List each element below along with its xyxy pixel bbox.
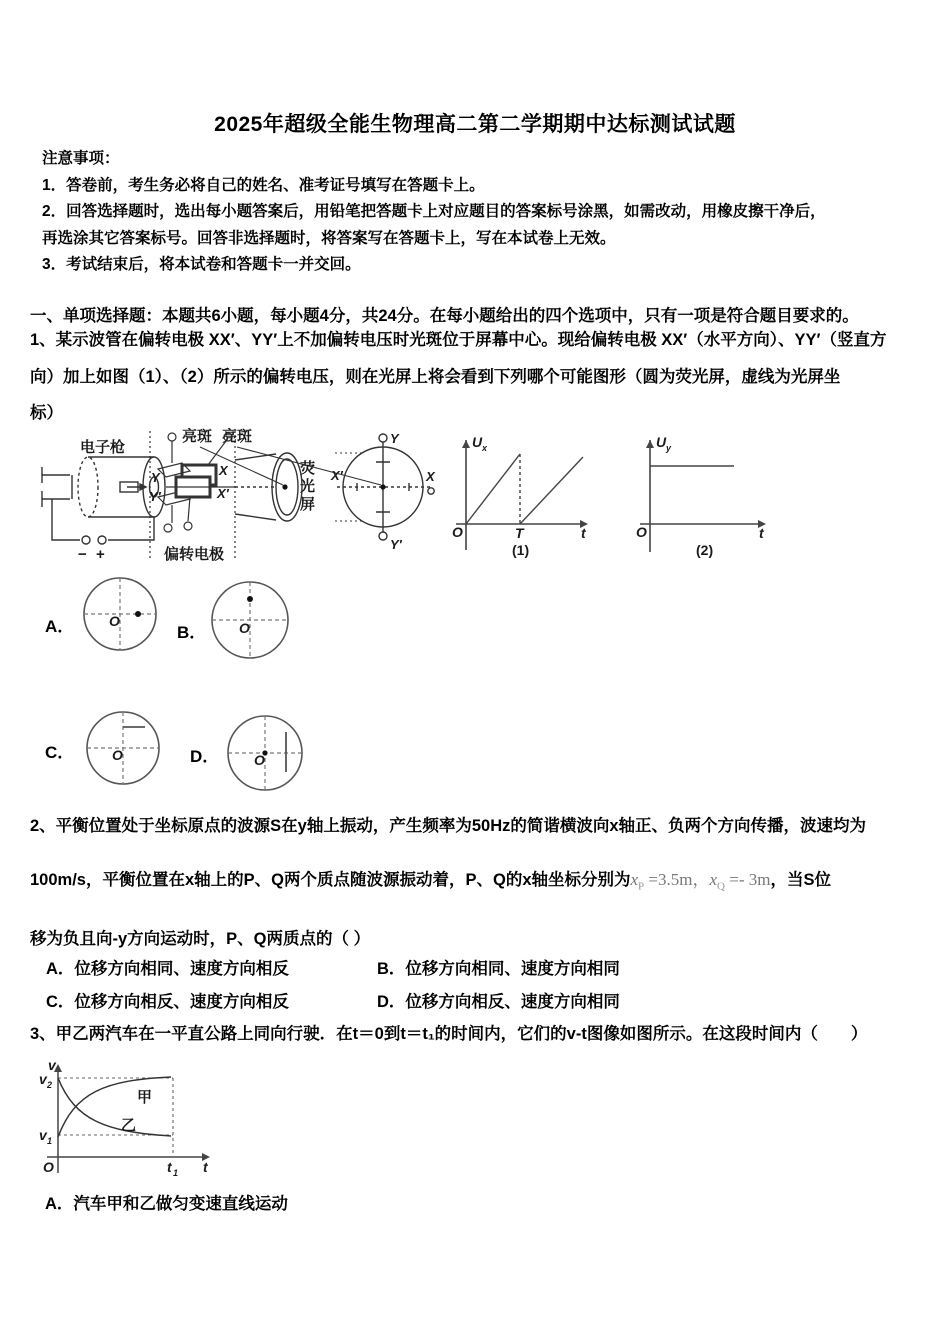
screen-front-view-drawing <box>335 434 434 540</box>
center-label: O <box>112 747 123 763</box>
center-label: O <box>254 752 265 768</box>
q1-option-d-label: D． <box>190 747 220 766</box>
vt-t1-sub: 1 <box>173 1168 179 1178</box>
fluorescent-screen-char-2: 光 <box>300 478 316 495</box>
vt-v2-sub: 2 <box>47 1080 53 1090</box>
center-label: O <box>239 620 250 636</box>
plate-y-prime-label: Y′ <box>149 489 161 504</box>
formula-xp-sub: P <box>638 880 645 893</box>
graph1-origin: O <box>452 524 463 540</box>
vt-v1-label: v <box>39 1127 47 1143</box>
screen-cone-drawing <box>200 447 381 521</box>
vt-v1-sub: 1 <box>47 1136 53 1146</box>
curve-yi-label: 乙 <box>121 1117 137 1134</box>
graph1-caption: (1) <box>512 542 530 558</box>
q3-option-a: A．汽车甲和乙做匀变速直线运动 <box>45 1195 288 1213</box>
q2-option-a: A．位移方向相同、速度方向相反 <box>46 960 289 978</box>
note-line-4: 3．考试结束后，将本试卷和答题卡一并交回。 <box>42 256 361 274</box>
q2-line-3: 移为负且向-y方向运动时，P、Q两质点的（ ） <box>30 930 371 949</box>
q1-option-b-label: B． <box>177 623 207 642</box>
plate-x-prime-label: X′ <box>217 486 229 501</box>
q1-option-a-label: A． <box>45 617 75 636</box>
formula-xp-value: =3.5m， <box>644 870 710 889</box>
q1-option-c-circle <box>85 710 161 786</box>
q2-line-1: 2、平衡位置处于坐标原点的波源S在y轴上振动，产生频率为50Hz的简谐横波向x轴正、负两个方向传播，波速均为 <box>30 817 867 835</box>
q1-line-1: 1、某示波管在偏转电极 XX′、YY′上不加偏转电压时光斑位于屏幕中心。现给偏转电极 XX′（水平方向）、YY′（竖直方 <box>30 331 887 349</box>
vt-v2-label: v <box>39 1071 47 1087</box>
q2-option-c: C．位移方向相反、速度方向相反 <box>46 993 289 1011</box>
spot-dot <box>247 596 253 602</box>
graph1-ylabel: U <box>472 434 483 450</box>
oscilloscope-tube-figure <box>32 425 444 565</box>
vt-graph-figure <box>25 1058 265 1188</box>
q2-option-d: D．位移方向相反、速度方向相同 <box>377 993 620 1011</box>
question-2-text <box>30 800 940 966</box>
q2-line-2 <box>30 853 940 913</box>
front-y-prime-label: Y′ <box>390 537 402 552</box>
vt-t1-label: t <box>167 1159 172 1175</box>
graph2-xlabel: t <box>759 525 764 541</box>
q1-line-3: 标） <box>30 404 63 423</box>
plus-terminal-label: + <box>96 546 105 563</box>
graph2-axes <box>640 440 766 552</box>
graph1-sawtooth-curve <box>466 454 583 524</box>
vt-curves <box>58 1077 171 1137</box>
graph1-period-mark: T <box>515 525 524 541</box>
page-title: 2025年超级全能生物理高二第二学期期中达标测试试题 <box>214 113 736 136</box>
q2-line-2-post: ，当S位 <box>770 871 831 889</box>
electron-gun-label: 电子枪 <box>80 439 126 456</box>
q1-option-d-circle <box>226 714 304 792</box>
vt-origin: O <box>43 1159 54 1175</box>
graph2-caption: (2) <box>696 542 714 558</box>
q2-line-2-pre: 100m/s，平衡位置在x轴上的P、Q两个质点随波源振动着，P、Q的x轴坐标分别为 <box>30 871 631 889</box>
spot-dot <box>135 611 141 617</box>
center-label: O <box>109 613 120 629</box>
fluorescent-screen-char-1: 荧 <box>300 460 316 477</box>
graph2-origin: O <box>636 524 647 540</box>
question-3-text: 3、甲乙两汽车在一平直公路上同向行驶．在t＝0到t＝t₁的时间内，它们的v-t图像如图所示。在这段时间内（ ） <box>30 1025 868 1043</box>
section1-heading: 一、单项选择题：本题共6小题，每小题4分，共24分。在每小题给出的四个选项中，只有一项是符合题目要求的。 <box>30 307 859 325</box>
note-line-2: 2．回答选择题时，选出每小题答案后，用铅笔把答题卡上对应题目的答案标号涂黑，如需改动，用橡皮擦干净后， <box>42 203 826 221</box>
deflection-electrodes-label: 偏转电极 <box>164 546 225 563</box>
formula-xq-var: x <box>709 870 718 889</box>
uy-voltage-graph <box>634 432 774 558</box>
q2-coordinate-formula <box>630 870 771 893</box>
graph2-ylabel: U <box>656 434 667 450</box>
formula-xp-var: x <box>630 870 639 889</box>
bright-spot-label-2: 亮斑 <box>222 428 253 445</box>
minus-terminal-label: − <box>78 546 87 563</box>
plate-y-label: Y <box>151 470 160 485</box>
q1-option-b-circle <box>210 580 290 660</box>
q2-option-b: B．位移方向相同、速度方向相同 <box>377 960 620 978</box>
bright-spot-label-1: 亮斑 <box>182 428 213 445</box>
front-y-label: Y <box>390 431 399 446</box>
vt-xlabel: t <box>203 1159 208 1175</box>
vt-ylabel: v <box>48 1057 56 1073</box>
curve-jia-label: 甲 <box>137 1089 153 1106</box>
graph1-xlabel: t <box>581 525 586 541</box>
ux-voltage-graph <box>448 432 600 558</box>
note-line-1: 1．答卷前，考生务必将自己的姓名、准考证号填写在答题卡上。 <box>42 176 485 194</box>
notes-section <box>42 146 922 279</box>
plate-x-label: X <box>219 463 228 478</box>
formula-xq-value: =- 3m <box>724 870 771 889</box>
electron-gun-drawing <box>42 457 165 544</box>
front-x-label: X <box>426 469 435 484</box>
graph1-ylabel-sub: x <box>482 443 488 453</box>
q1-option-c-label: C． <box>45 743 75 762</box>
front-x-prime-label: X′ <box>331 468 343 483</box>
note-line-3: 再选涂其它答案标号。回答非选择题时，将答案写在答题卡上，写在本试卷上无效。 <box>42 229 616 247</box>
graph2-ylabel-sub: y <box>666 443 672 453</box>
q1-option-a-circle <box>82 576 158 652</box>
fluorescent-screen-char-3: 屏 <box>300 496 316 513</box>
question-1-text <box>30 322 935 432</box>
q1-line-2: 向）加上如图（1）、（2）所示的偏转电压，则在光屏上将会看到下列哪个可能图形（圆为荧光屏，虚线为光屏坐 <box>30 367 841 386</box>
notes-heading: 注意事项： <box>42 150 120 167</box>
formula-xq-sub: Q <box>717 880 725 893</box>
vt-dashed-guides <box>58 1078 173 1157</box>
